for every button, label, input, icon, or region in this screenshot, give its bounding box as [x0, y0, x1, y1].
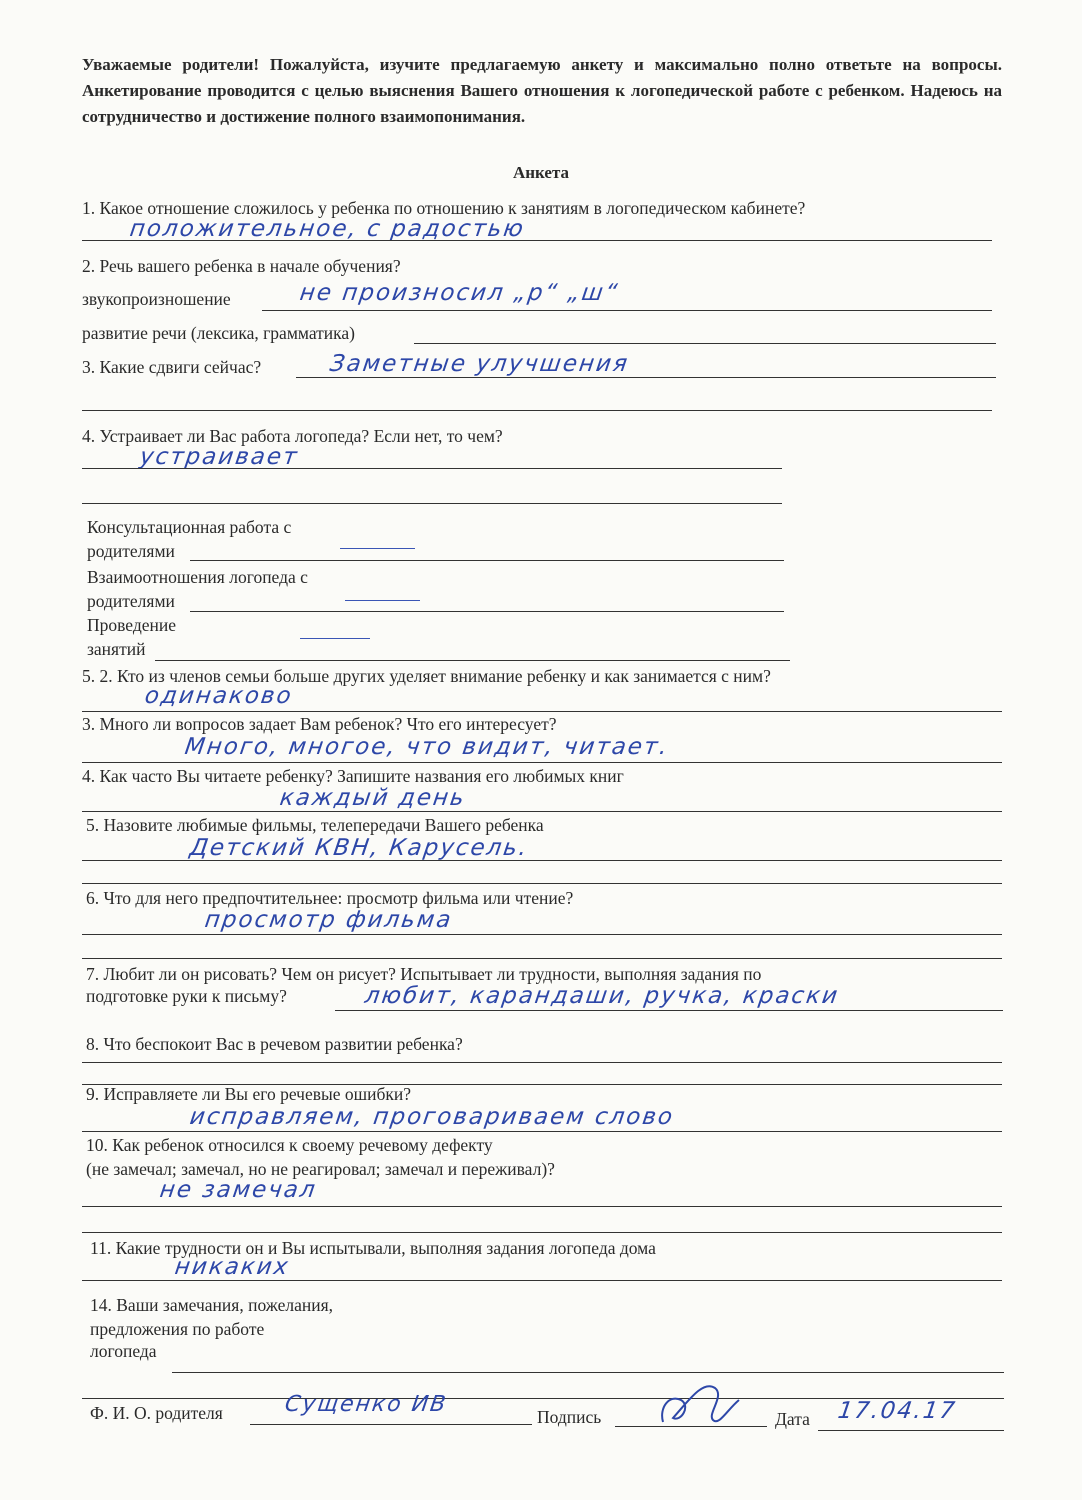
answer-line-4 [82, 468, 782, 469]
answer-10[interactable]: любит, карандаши, ручка, краски [363, 983, 841, 1009]
question-9: 6. Что для него предпочтительнее: просмотр фильма или чтение? [86, 888, 574, 908]
answer-line-13 [82, 1206, 1002, 1207]
answer-line-8b [82, 883, 1002, 884]
question-1: 1. Какое отношение сложилось у ребенка по отношению к занятиям в логопедическом кабинете? [82, 198, 806, 218]
date-label: Дата [775, 1409, 810, 1429]
question-4-lessons-2: занятий [87, 639, 146, 659]
answer-line-9 [82, 934, 1002, 935]
question-10-line-2: подготовке руки к письму? [86, 986, 287, 1006]
answer-dash-relations[interactable] [345, 600, 420, 601]
question-4-relations-2: родителями [87, 591, 175, 611]
answer-dash-lessons[interactable] [300, 638, 370, 639]
date-value[interactable]: 17.04.17 [836, 1398, 959, 1424]
answer-13[interactable]: не замечал [158, 1177, 319, 1203]
answer-dash-consultation[interactable] [340, 548, 415, 549]
question-15-line-1: 14. Ваши замечания, пожелания, [90, 1295, 334, 1315]
answer-1[interactable]: положительное, с радостью [128, 216, 527, 242]
question-4-consultation-1: Консультационная работа с [87, 517, 292, 537]
answer-12[interactable]: исправляем, проговариваем слово [188, 1104, 676, 1130]
fio-label: Ф. И. О. родителя [90, 1403, 223, 1423]
signature-mark[interactable] [655, 1370, 745, 1435]
question-4: 4. Устраивает ли Вас работа логопеда? Если нет, то чем? [82, 426, 503, 446]
answer-line-10 [335, 1010, 1003, 1011]
answer-4[interactable]: устраивает [138, 444, 301, 470]
question-13-line-2: (не замечал; замечал, но не реагировал; замечал и переживал)? [86, 1159, 555, 1179]
answer-line-7 [82, 811, 1002, 812]
answer-line-14 [82, 1280, 1002, 1281]
answer-line-13b [82, 1232, 1002, 1233]
question-2: 2. Речь вашего ребенка в начале обучения? [82, 256, 401, 276]
answer-line-4e [155, 660, 790, 661]
fio-value[interactable]: Сущенко ИВ [283, 1392, 450, 1417]
question-4-relations-1: Взаимоотношения логопеда с [87, 567, 308, 587]
question-5: 5. 2. Кто из членов семьи больше других уделяет внимание ребенку и как занимается с ним? [82, 666, 771, 686]
question-2-speech-development: развитие речи (лексика, грамматика) [82, 323, 356, 343]
question-15-line-2: предложения по работе [90, 1319, 265, 1339]
answer-9[interactable]: просмотр фильма [203, 907, 455, 933]
answer-line-15 [172, 1372, 1004, 1373]
question-2-pronunciation: звукопроизношение [82, 289, 231, 309]
question-4-lessons-1: Проведение [87, 615, 177, 635]
answer-line-3b [82, 410, 992, 411]
question-6: 3. Много ли вопросов задает Вам ребенок? Что его интересует? [82, 714, 557, 734]
answer-line-4d [190, 611, 784, 612]
answer-line-6 [82, 762, 1002, 763]
question-8: 5. Назовите любимые фильмы, телепередачи Вашего ребенка [86, 815, 544, 835]
fio-line [250, 1424, 532, 1425]
question-14: 11. Какие трудности он и Вы испытывали, выполняя задания логопеда дома [90, 1238, 656, 1258]
form-heading: Анкета [512, 163, 570, 182]
answer-8[interactable]: Детский КВН, Карусель. [188, 835, 531, 861]
answer-3[interactable]: Заметные улучшения [328, 351, 631, 377]
answer-line-2a [262, 310, 992, 311]
answer-line-5 [82, 711, 1002, 712]
answer-line-12 [82, 1131, 1002, 1132]
answer-2-pronunciation[interactable]: не произносил „р“ „ш“ [298, 280, 621, 306]
answer-6[interactable]: Много, многое, что видит, читает. [183, 734, 671, 760]
answer-7[interactable]: каждый день [278, 785, 468, 811]
intro-text: Уважаемые родители! Пожалуйста, изучите предлагаемую анкету и максимально полно ответьте на вопросы. Анкетирование проводится с целью выяснения Вашего отношения к логопедической работе с ребенком. Надеюсь на сотрудничество и достижение полного взаимопонимания. [82, 55, 1002, 126]
answer-line-8 [82, 860, 1002, 861]
answer-5[interactable]: одинаково [143, 683, 295, 709]
question-10-line-1: 7. Любит ли он рисовать? Чем он рисует? Испытывает ли трудности, выполняя задания по [86, 964, 762, 984]
signature-label: Подпись [537, 1407, 602, 1427]
answer-line-3 [296, 377, 996, 378]
answer-line-4b [82, 503, 782, 504]
answer-14[interactable]: никаких [173, 1254, 292, 1280]
date-line [818, 1430, 1004, 1431]
answer-line-11 [82, 1062, 1002, 1063]
question-13-line-1: 10. Как ребенок относился к своему речевому дефекту [86, 1135, 493, 1155]
question-3: 3. Какие сдвиги сейчас? [82, 357, 262, 377]
answer-line-4c [190, 560, 784, 561]
question-11: 8. Что беспокоит Вас в речевом развитии ребенка? [86, 1034, 463, 1054]
question-4-consultation-2: родителями [87, 541, 175, 561]
answer-line-1 [82, 240, 992, 241]
question-7: 4. Как часто Вы читаете ребенку? Запишите названия его любимых книг [82, 766, 624, 786]
question-15-line-3: логопеда [90, 1341, 157, 1361]
question-12: 9. Исправляете ли Вы его речевые ошибки? [86, 1084, 412, 1104]
answer-line-9b [82, 958, 1002, 959]
answer-line-2b [414, 343, 996, 344]
